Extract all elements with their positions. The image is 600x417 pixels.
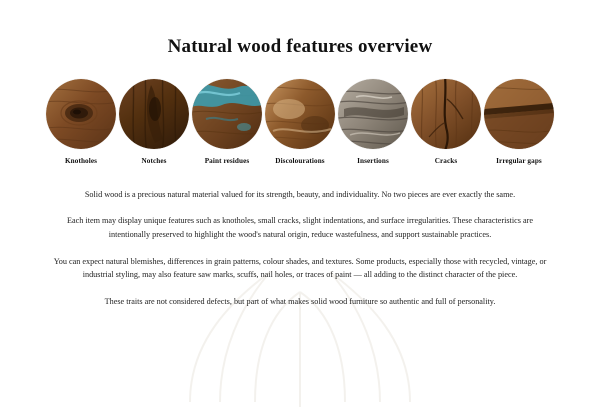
wood-swatch-irregular-gap-icon: [484, 79, 554, 149]
feature-item-irregular-gaps: [483, 79, 556, 166]
wood-swatch-notch-icon: [119, 79, 189, 149]
feature-label: Notches: [141, 157, 167, 165]
feature-item-discolourations: [264, 79, 337, 166]
wood-swatch-discolouration-icon: [265, 79, 335, 149]
feature-label: Knotholes: [64, 157, 98, 165]
wood-swatch-paint-residue-icon: [192, 79, 262, 149]
body-copy: [28, 188, 572, 308]
feature-item-knotholes: [45, 79, 118, 166]
wood-swatch-crack-icon: [411, 79, 481, 149]
feature-label: Insertions: [357, 157, 389, 165]
feature-item-insertions: [337, 79, 410, 166]
paragraph-intro: Solid wood is a precious natural material valued for its strength, beauty, and individuality. No two pieces are ever exactly the same.: [84, 189, 516, 199]
feature-label: Irregular gaps: [496, 157, 542, 165]
paragraph-conclusion: These traits are not considered defects, but part of what makes solid wood furniture so authentic and full of personality.: [104, 296, 496, 306]
wood-swatch-knothole-icon: [46, 79, 116, 149]
feature-item-notches: [118, 79, 191, 166]
feature-item-cracks: [410, 79, 483, 166]
paragraph-blemishes: You can expect natural blemishes, differences in grain patterns, colour shades, and textures. Some products, especially those with recycled, vintage, or industrial styling, may also feature saw marks, scuffs, nail holes, or traces of paint — all adding to the distinct character of the piece.: [53, 256, 547, 280]
feature-label: Paint residues: [204, 157, 250, 165]
feature-label: Cracks: [434, 157, 458, 165]
feature-label: Discolourations: [275, 157, 325, 165]
paragraph-features: Each item may display unique features such as knotholes, small cracks, slight indentations, and surface irregularities. These characteristics are intentionally preserved to highlight the wood's natural origin, reduce wastefulness, and support sustainable practices.: [67, 216, 533, 239]
wood-swatch-insertion-icon: [338, 79, 408, 149]
feature-item-paint-residues: [191, 79, 264, 166]
feature-swatch-row: [28, 79, 572, 166]
page-title: Natural wood features overview: [167, 36, 433, 57]
